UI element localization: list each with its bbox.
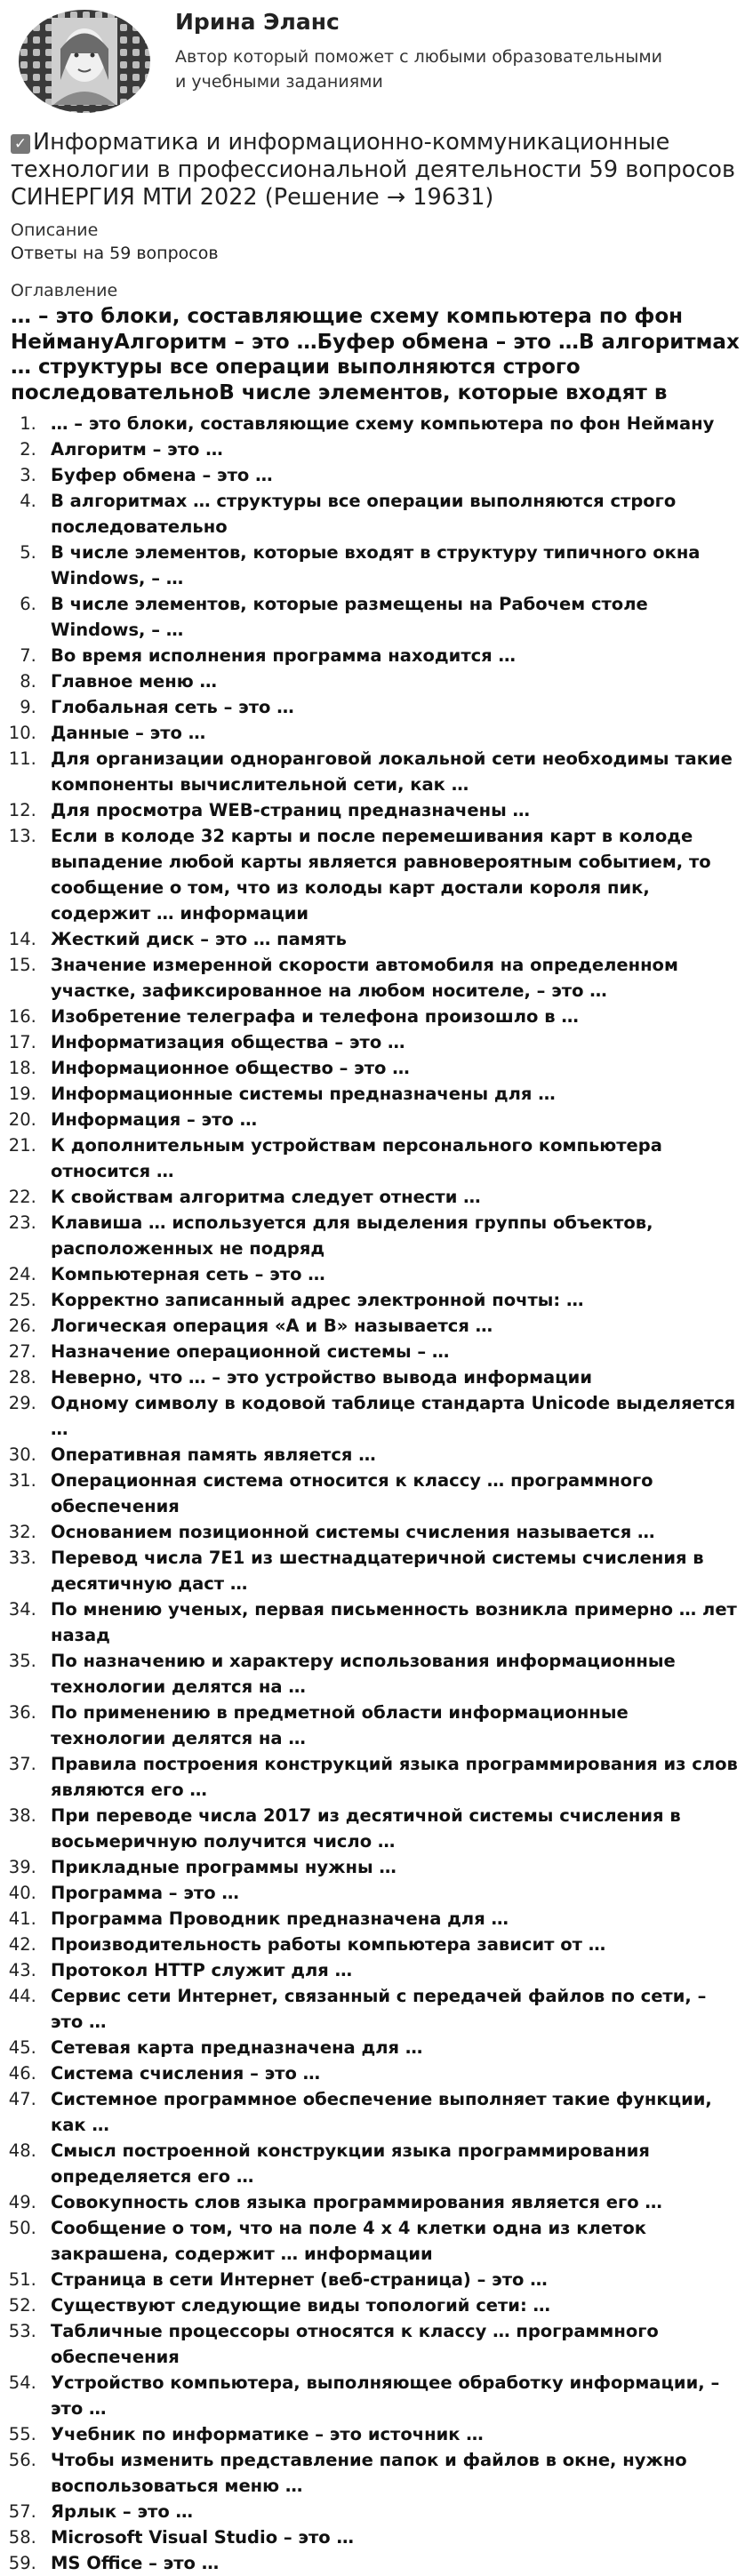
description-label: Описание: [11, 220, 99, 240]
list-item: 2. Алгоритм – это …: [42, 436, 742, 462]
list-item: 14. Жесткий диск – это … память: [42, 926, 742, 952]
list-item: 31. Операционная система относится к классу … программного обеспечения: [42, 1468, 742, 1519]
description-text: Ответы на 59 вопросов: [11, 244, 219, 263]
author-avatar[interactable]: [18, 9, 151, 114]
list-item: 48. Смысл построенной конструкции языка программирования определяется его …: [42, 2138, 742, 2189]
list-item: 24. Компьютерная сеть – это …: [42, 1261, 742, 1287]
list-item: 17. Информатизация общества – это …: [42, 1029, 742, 1055]
list-item: 25. Корректно записанный адрес электронной почты: …: [42, 1287, 742, 1313]
list-item: 19. Информационные системы предназначены для …: [42, 1081, 742, 1107]
list-item: 9. Глобальная сеть – это …: [42, 694, 742, 720]
list-item: 46. Система счисления – это …: [42, 2060, 742, 2086]
list-item: 8. Главное меню …: [42, 668, 742, 694]
list-item: 11. Для организации одноранговой локальной сети необходимы такие компоненты вычислительной сети, как …: [42, 746, 742, 797]
list-item: 39. Прикладные программы нужны …: [42, 1854, 742, 1880]
list-item: 53. Табличные процессоры относятся к классу … программного обеспечения: [42, 2318, 742, 2370]
list-item: 6. В числе элементов, которые размещены на Рабочем столе Windows, – …: [42, 591, 742, 643]
list-item: 57. Ярлык – это …: [42, 2499, 742, 2524]
list-item: 22. К свойствам алгоритма следует отнести …: [42, 1184, 742, 1210]
list-item: 52. Существуют следующие виды топологий сети: …: [42, 2292, 742, 2318]
author-name[interactable]: Ирина Эланс: [175, 9, 340, 35]
list-item: 37. Правила построения конструкций языка программирования из слов являются его …: [42, 1751, 742, 1803]
list-item: 27. Назначение операционной системы – …: [42, 1339, 742, 1364]
list-item: 13. Если в колоде 32 карты и после перемешивания карт в колоде выпадение любой карты является равновероятным событием, то сообщение о том, что из колоды карт достали короля пик, содержит … информации: [42, 823, 742, 926]
list-item: 56. Чтобы изменить представление папок и файлов в окне, нужно воспользоваться меню …: [42, 2447, 742, 2499]
list-item: 58. Microsoft Visual Studio – это …: [42, 2524, 742, 2550]
page-title-text: Информатика и информационно-коммуникационные технологии в профессиональной деятельности 59 вопросов СИНЕРГИЯ МТИ 2022 (Решение → 19631): [11, 129, 735, 211]
list-item: 43. Протокол HTTP служит для …: [42, 1957, 742, 1983]
list-item: 12. Для просмотра WEB-страниц предназначены …: [42, 797, 742, 823]
list-item: 40. Программа – это …: [42, 1880, 742, 1906]
list-item: 50. Сообщение о том, что на поле 4 x 4 клетки одна из клеток закрашена, содержит … информации: [42, 2215, 742, 2267]
toc-label: Оглавление: [11, 281, 118, 300]
list-item: 54. Устройство компьютера, выполняющее обработку информации, – это …: [42, 2370, 742, 2421]
page-title: [11, 129, 742, 212]
list-item: 4. В алгоритмах … структуры все операции выполняются строго последовательно: [42, 488, 742, 540]
list-item: 7. Во время исполнения программа находится …: [42, 643, 742, 668]
list-item: 51. Страница в сети Интернет (веб-страница) – это …: [42, 2267, 742, 2292]
list-item: 16. Изобретение телеграфа и телефона произошло в …: [42, 1004, 742, 1029]
list-item: 32. Основанием позиционной системы счисления называется …: [42, 1519, 742, 1545]
list-item: 49. Совокупность слов языка программирования является его …: [42, 2189, 742, 2215]
list-item: 59. MS Office – это …: [42, 2550, 742, 2576]
list-item: 5. В числе элементов, которые входят в структуру типичного окна Windows, – …: [42, 540, 742, 591]
list-item: 20. Информация – это …: [42, 1107, 742, 1132]
list-item: 10. Данные – это …: [42, 720, 742, 746]
toc-lead: … – это блоки, составляющие схему компьютера по фон НейманyАлгоритм – это …Буфер обмена – это …В алгоритмах … структуры все операции выполняются строго последовательноВ числе элементов, которые входят в: [11, 305, 740, 404]
list-item: 23. Клавиша … используется для выделения группы объектов, расположенных не подряд: [42, 1210, 742, 1261]
author-header: [11, 0, 742, 120]
list-item: 36. По применению в предметной области информационные технологии делятся на …: [42, 1700, 742, 1751]
list-item: 33. Перевод числа 7E1 из шестнадцатеричной системы счисления в десятичную даст …: [42, 1545, 742, 1596]
list-item: 28. Неверно, что … – это устройство вывода информации: [42, 1364, 742, 1390]
list-item: 34. По мнению ученых, первая письменность возникла примерно … лет назад: [42, 1596, 742, 1648]
list-item: 29. Одному символу в кодовой таблице стандарта Unicode выделяется …: [42, 1390, 742, 1442]
list-item: 30. Оперативная память является …: [42, 1442, 742, 1468]
list-item: 18. Информационное общество – это …: [42, 1055, 742, 1081]
list-item: 3. Буфер обмена – это …: [42, 462, 742, 488]
author-description: Автор который поможет с любыми образовательными и учебными заданиями: [175, 47, 663, 92]
list-item: 21. К дополнительным устройствам персонального компьютера относится …: [42, 1132, 742, 1184]
list-item: 15. Значение измеренной скорости автомобиля на определенном участке, зафиксированное на любом носителе, – это …: [42, 952, 742, 1004]
list-item: 35. По назначению и характеру использования информационные технологии делятся на …: [42, 1648, 742, 1700]
list-item: 45. Сетевая карта предназначена для …: [42, 2035, 742, 2060]
list-item: 55. Учебник по информатике – это источник …: [42, 2421, 742, 2447]
toc-list: [11, 411, 742, 2576]
list-item: 26. Логическая операция «А и В» называется …: [42, 1313, 742, 1339]
list-item: 47. Системное программное обеспечение выполняет такие функции, как …: [42, 2086, 742, 2138]
list-item: 42. Производительность работы компьютера зависит от …: [42, 1932, 742, 1957]
checked-box-icon: ✓: [11, 134, 30, 154]
list-item: 1. … – это блоки, составляющие схему компьютера по фон Нейману: [42, 411, 742, 436]
list-item: 44. Сервис сети Интернет, связанный с передачей файлов по сети, – это …: [42, 1983, 742, 2035]
list-item: 38. При переводе числа 2017 из десятичной системы счисления в восьмеричную получится число …: [42, 1803, 742, 1854]
list-item: 41. Программа Проводник предназначена для …: [42, 1906, 742, 1932]
